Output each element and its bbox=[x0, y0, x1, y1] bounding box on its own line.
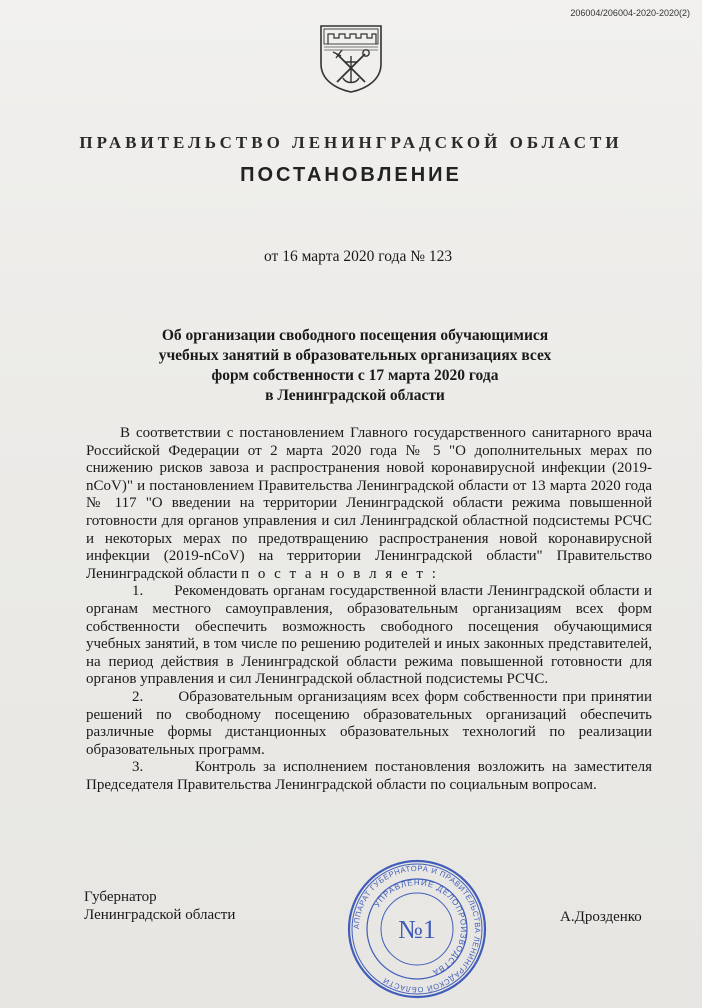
title-line: учебных занятий в образовательных организациях всех bbox=[158, 347, 552, 364]
government-name: ПРАВИТЕЛЬСТВО ЛЕНИНГРАДСКОЙ ОБЛАСТИ bbox=[79, 133, 623, 152]
signer-title-line: Губернатор bbox=[84, 889, 157, 905]
title-line: форм собственности с 17 марта 2020 года bbox=[211, 367, 499, 384]
decree-word: п о с т а н о в л я е т : bbox=[241, 565, 439, 582]
document-body bbox=[86, 425, 652, 794]
signer-name: А.Дрозденко bbox=[560, 909, 642, 925]
coat-of-arms-emblem bbox=[318, 22, 384, 94]
stamp-inner-text: УПРАВЛЕНИЕ ДЕЛОПРОИЗВОДСТВА bbox=[372, 877, 469, 978]
point-3: 3. Контроль за исполнением постановления возложить на заместителя Председателя Правительства Ленинградской области по социальным вопросам. bbox=[86, 759, 652, 793]
signer-title-line: Ленинградской области bbox=[84, 907, 236, 923]
signer-position bbox=[84, 888, 235, 924]
document-type: ПОСТАНОВЛЕНИЕ bbox=[240, 164, 462, 186]
preamble-paragraph bbox=[86, 425, 652, 583]
document-date-number: от 16 марта 2020 года № 123 bbox=[264, 248, 453, 265]
preamble-text: В соответствии с постановлением Главного государственного санитарного врача Российской Федерации от 2 марта 2020 года № 5 "О дополнительных мерах по снижению рисков завоза и распространения новой коронавирусной инфекции (2019-nCoV)" и постановлением Правительства Ленинградской области от 13 марта 2020 года № 117 "О введении на территории Ленинградской области режима повышенной готовности для органов управления и сил Ленинградской областной подсистемы РСЧС и некоторых мерах по предотвращению распространения новой коронавирусной инфекции (2019-nCoV) на территории Ленинградской области" Правительство Ленинградской области bbox=[86, 425, 652, 582]
title-line: в Ленинградской области bbox=[265, 387, 445, 404]
point-2: 2. Образовательным организациям всех форм собственности при принятии решений по свободному посещению образовательных организаций обеспечить различные формы дистанционных образовательных технологий по реализации образовательных программ. bbox=[86, 688, 652, 758]
official-stamp bbox=[346, 858, 488, 1000]
stamp-number: №1 bbox=[398, 915, 436, 944]
title-line: Об организации свободного посещения обучающимися bbox=[161, 327, 549, 344]
point-1: 1. Рекомендовать органам государственной власти Ленинградской области и органам местного самоуправления, образовательным организациям всех форм собственности обеспечить возможность свободного посещения обучающимися учебных занятий, в том числе по решению родителей и иных законных представителей, на период действия в Ленинградской области режима повышенной готовности для органов управления и сил Ленинградской областной подсистемы РСЧС. bbox=[86, 583, 652, 688]
document-id: 206004/206004-2020-2020(2) bbox=[570, 8, 690, 18]
document-title bbox=[100, 326, 610, 406]
stamp-ring-text: АППАРАТ ГУБЕРНАТОРА И ПРАВИТЕЛЬСТВА ЛЕНИНГРАДСКОЙ ОБЛАСТИ bbox=[351, 863, 483, 995]
